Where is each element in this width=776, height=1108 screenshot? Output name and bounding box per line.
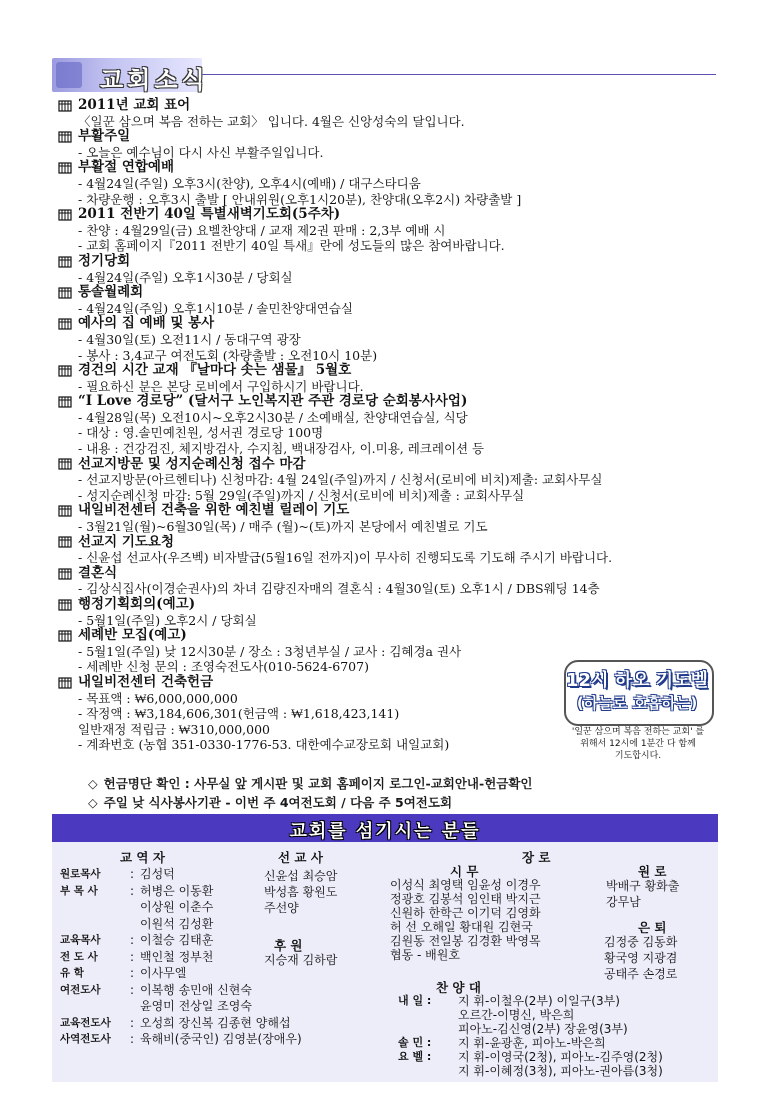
- news-item: [58, 316, 738, 363]
- minister-names: 육해비(중국인) 김영분(장애우): [140, 1032, 302, 1046]
- minister-role: 교육목사: [60, 934, 101, 946]
- supporters-list: [264, 952, 337, 968]
- news-title-text: 예사의 집 예배 및 봉사: [78, 315, 215, 332]
- minister-names: 이철승 김태훈: [140, 933, 214, 947]
- news-line: - 5월1일(주일) 낮 12시30분 / 장소 : 3청년부실 / 교사 : 김혜경a 권사: [78, 643, 462, 659]
- book-bullet-icon: [58, 677, 72, 689]
- news-item-title: [58, 254, 738, 270]
- role-colon: [130, 899, 140, 916]
- notice-text: 헌금명단 확인 : 사무실 앞 게시판 및 교회 홈페이지 로그인-교회안내-헌금확인: [103, 776, 533, 791]
- news-item-title: [58, 597, 738, 613]
- minister-role: [60, 916, 130, 933]
- retired-header: 은 퇴: [638, 920, 667, 935]
- choir-label: 내 일 :: [398, 994, 432, 1007]
- retired-row: 황국영 지광겸: [604, 951, 678, 965]
- minister-row: [60, 916, 302, 933]
- choir-text: 지 휘-이영국(2청), 피아노-김주영(2청): [458, 1050, 663, 1064]
- choir-header: 찬 양 대: [436, 980, 481, 995]
- news-item-title: [58, 129, 738, 145]
- book-bullet-icon: [58, 209, 72, 221]
- choir-row: [398, 994, 663, 1008]
- prayer-bell-note-line: 위해서 12시에 1분간 다 함께: [580, 739, 696, 749]
- news-item-title: [58, 316, 738, 332]
- news-item-title: [58, 160, 738, 176]
- news-line: - 필요하신 분은 본당 로비에서 구입하시기 바랍니다.: [78, 378, 364, 394]
- book-bullet-icon: [58, 599, 72, 611]
- news-title-text: 결혼식: [78, 564, 118, 581]
- diamond-icon: ◇: [88, 795, 98, 810]
- choir-label: 솔 민 :: [398, 1036, 432, 1049]
- news-title-text: 2011년 교회 표어: [78, 97, 191, 113]
- news-line: - 4월30일(토) 오전11시 / 동대구역 광장: [78, 331, 301, 347]
- book-bullet-icon: [58, 630, 72, 642]
- prayer-bell-title: 12시 하오 기도벨: [566, 670, 708, 691]
- choir-text: 피아노-김신영(2부) 장윤영(3부): [458, 1022, 628, 1036]
- choir-text: 지 휘-윤광훈, 피아노-박은희: [458, 1036, 606, 1050]
- emeritus-row: 강무남: [606, 895, 641, 909]
- book-bullet-icon: [58, 318, 72, 330]
- news-line: - 오늘은 예수님이 다시 사신 부활주일입니다.: [78, 144, 324, 160]
- elders-header: 장 로: [522, 850, 551, 865]
- news-line: - 4월24일(주일) 오후1시10분 / 솔민찬양대연습실: [78, 300, 353, 316]
- minister-names: 이상원 이춘수: [140, 900, 214, 914]
- choir-list: [398, 994, 663, 1078]
- news-line: - 3월21일(월)~6월30일(목) / 매주 (월)~(토)까지 본당에서 예친별로 기도: [78, 519, 488, 535]
- retired-row: 김정중 김동화: [604, 935, 678, 949]
- missionaries-list: [264, 868, 337, 916]
- acting-elder-row: 신원하 한학근 이기덕 김영화: [390, 906, 541, 920]
- news-line: - 선교지방문(아르헨티나) 신청마감: 4월 24일(주일)까지 / 신청서(로비에 비치)제출: 교회사무실: [78, 472, 603, 488]
- book-bullet-icon: [58, 396, 72, 408]
- role-colon: :: [130, 1015, 135, 1030]
- role-colon: :: [130, 949, 135, 964]
- news-line: - 세례반 신청 문의 : 조영숙전도사(010-5624-6707): [78, 659, 369, 675]
- role-colon: :: [130, 982, 135, 997]
- book-bullet-icon: [58, 100, 72, 112]
- news-item: [58, 457, 738, 504]
- missionaries-header: 선 교 사: [278, 850, 323, 865]
- minister-role: 유 학: [60, 967, 84, 979]
- news-item: [58, 285, 738, 316]
- news-item: [58, 254, 738, 285]
- emeritus-row: 박배구 황화출: [606, 879, 680, 893]
- news-item-title: [58, 628, 738, 644]
- minister-role: 전 도 사: [60, 950, 98, 963]
- news-line: - 찬양 : 4월29일(금) 요벨찬양대 / 교재 제2권 판매 : 2,3부 예배 시: [78, 222, 446, 238]
- choir-label: [398, 1064, 458, 1078]
- news-title-text: 정기당회: [78, 252, 131, 269]
- news-title-text: 2011 전반기 40일 특별새벽기도회(5주차): [78, 206, 341, 223]
- prayer-bell-note-line: '일꾼 삼으며 복음 전하는 교회' 를: [571, 727, 705, 737]
- notice-list: [88, 774, 533, 812]
- acting-elder-row: 협동 - 배원호: [390, 948, 460, 962]
- staff-panel: [52, 814, 718, 1082]
- logo-square-icon: [56, 62, 82, 88]
- choir-text: 지 휘-이철우(2부) 이일구(3부): [458, 994, 620, 1008]
- news-line: 일반재정 적립금 : ₩310,000,000: [78, 721, 270, 737]
- minister-names: 이복행 송민애 신현숙: [140, 982, 252, 997]
- retired-list: [604, 934, 677, 982]
- news-line: - 신윤섭 선교사(우즈벡) 비자발급(5월16일 전까지)이 무사히 진행되도록 기도해 주시기 바랍니다.: [78, 550, 613, 566]
- news-title-text: “I Love 경로당” (달서구 노인복지관 주관 경로당 순회봉사사업): [78, 393, 468, 410]
- minister-names: 백인철 정부천: [140, 949, 214, 964]
- news-item-title: [58, 535, 738, 551]
- news-title-text: 경건의 시간 교재 『날마다 솟는 샘물』 5월호: [78, 362, 352, 379]
- news-item: [58, 363, 738, 394]
- news-item: [58, 207, 738, 254]
- role-colon: :: [130, 867, 135, 881]
- missionary-row: 박성흠 황원도: [264, 885, 338, 899]
- minister-role: 사역전도사: [60, 1033, 111, 1045]
- prayer-bell-subtitle: (하늘로 호흡하는): [576, 694, 698, 712]
- news-title-text: 부활절 연합예배: [78, 159, 174, 176]
- news-title-text: 내일비전센터 건축을 위한 예친별 릴레이 기도: [78, 502, 350, 519]
- minister-names: 허병은 이동환: [140, 883, 214, 898]
- prayer-bell-box: [562, 660, 714, 768]
- prayer-bell-note-line: 기도합시다.: [614, 751, 662, 761]
- choir-label: 요 벨 :: [398, 1050, 432, 1063]
- minister-role: 교육전도사: [60, 1016, 111, 1029]
- acting-elder-row: 정광호 김봉석 임인태 박지근: [390, 892, 541, 906]
- minister-row: [60, 998, 302, 1015]
- book-bullet-icon: [58, 162, 72, 174]
- news-title-text: 통솔월례회: [78, 284, 144, 301]
- role-colon: :: [130, 966, 135, 980]
- news-title-text: 세례반 모집(예고): [78, 627, 187, 644]
- news-item: [58, 160, 738, 207]
- news-line: - 4월24일(주일) 오후3시(찬양), 오후4시(예배) / 대구스타디움: [78, 175, 421, 191]
- choir-row: [398, 1064, 663, 1078]
- retired-row: 공태주 손경로: [604, 967, 678, 981]
- news-item-title: [58, 457, 738, 473]
- news-item-title: [58, 98, 738, 114]
- role-colon: :: [130, 1032, 135, 1046]
- book-bullet-icon: [58, 505, 72, 517]
- news-title-text: 선교지 기도요청: [78, 533, 174, 550]
- acting-elder-row: 허 선 오해일 황대원 김현국: [390, 920, 533, 934]
- book-bullet-icon: [58, 458, 72, 470]
- book-bullet-icon: [58, 568, 72, 580]
- diamond-icon: ◇: [88, 776, 98, 791]
- choir-label: [398, 1022, 458, 1036]
- role-colon: [130, 916, 140, 933]
- choir-label: [398, 1008, 458, 1022]
- news-title-text: 선교지방문 및 성지순례신청 접수 마감: [78, 455, 306, 472]
- missionary-row: 주선양: [264, 901, 299, 915]
- choir-row: [398, 1050, 663, 1064]
- choir-row: [398, 1008, 663, 1022]
- news-item: [58, 98, 738, 129]
- news-line: - 차량운행 : 오후3시 출발 [ 안내위원(오후1시20분), 찬양대(오후2시) 차량출발 ]: [78, 191, 522, 207]
- notice-item: [88, 793, 533, 812]
- minister-row: [60, 1031, 302, 1048]
- minister-names: 오성희 장신복 김종현 양해섭: [140, 1015, 291, 1030]
- minister-names: 이원석 김성환: [140, 916, 214, 931]
- notice-text: 주일 낮 식사봉사기관 - 이번 주 4여전도회 / 다음 주 5여전도회: [103, 795, 453, 810]
- section-header: [52, 58, 716, 94]
- minister-names: 김성덕: [140, 867, 175, 881]
- news-item: [58, 566, 738, 597]
- minister-names: 윤영미 전상일 조영숙: [140, 999, 252, 1013]
- role-colon: :: [130, 883, 135, 898]
- news-line: - 4월28일(목) 오전10시~오후2시30분 / 소예배실, 찬양대연습실, 식당: [78, 409, 468, 425]
- acting-elders-header: 시 무: [450, 864, 479, 879]
- choir-row: [398, 1022, 663, 1036]
- header-rule: [202, 74, 716, 75]
- supporter-row: 지승재 김하람: [264, 953, 338, 967]
- minister-role: [60, 998, 130, 1015]
- minister-role: 여전도사: [60, 983, 101, 996]
- news-list: [58, 98, 738, 753]
- missionary-row: 신윤섭 최승암: [264, 869, 338, 883]
- news-line: - 성지순례신청 마감: 5월 29일(주일)까지 / 신청서(로비에 비치)제출 : 교회사무실: [78, 487, 525, 503]
- news-item-title: [58, 207, 738, 223]
- minister-role: 부 목 사: [60, 884, 98, 897]
- staff-title-bar: [52, 814, 718, 842]
- minister-role: 원로목사: [60, 868, 101, 880]
- staff-title: 교회를 섬기시는 분들: [289, 821, 481, 842]
- news-title-text: 내일비전센터 건축헌금: [78, 673, 214, 690]
- ministers-header: 교 역 자: [120, 850, 165, 865]
- book-bullet-icon: [58, 256, 72, 268]
- news-line: - 대상 : 영.솔민예친원, 성서권 경로당 100명: [78, 425, 324, 441]
- news-item-title: [58, 503, 738, 519]
- emeritus-list: [606, 878, 679, 910]
- news-line: - 목표액 : ₩6,000,000,000: [78, 690, 238, 706]
- news-item: [58, 597, 738, 628]
- book-bullet-icon: [58, 287, 72, 299]
- news-item: [58, 503, 738, 534]
- choir-row: [398, 1036, 663, 1050]
- news-title-text: 부활주일: [78, 128, 131, 145]
- minister-row: [60, 932, 302, 949]
- choir-text: 지 휘-이혜정(3청), 피아노-권아름(3청): [458, 1064, 663, 1078]
- news-line: - 봉사 : 3,4교구 여전도회 (차량출발 : 오전10시 10분): [78, 347, 378, 363]
- emeritus-header: 원 로: [638, 864, 667, 879]
- news-line: - 작정액 : ₩3,184,606,301(헌금액 : ₩1,618,423,141): [78, 706, 400, 722]
- news-line: 〈일꾼 삼으며 복음 전하는 교회〉 입니다. 4월은 신앙성숙의 달입니다.: [78, 113, 465, 129]
- news-title-text: 행정기획회의(예고): [78, 596, 196, 612]
- minister-row: [60, 1015, 302, 1032]
- minister-role: [60, 899, 130, 916]
- role-colon: :: [130, 933, 135, 947]
- choir-text: 오르간-이명신, 박은희: [458, 1008, 575, 1022]
- section-title: 교회소식: [100, 66, 209, 94]
- minister-row: [60, 982, 302, 999]
- news-line: - 5월1일(주일) 오후2시 / 당회실: [78, 612, 257, 628]
- news-item: [58, 394, 738, 456]
- prayer-bell-note: [562, 726, 714, 762]
- book-bullet-icon: [58, 365, 72, 377]
- news-item-title: [58, 363, 738, 379]
- role-colon: [130, 998, 140, 1015]
- notice-item: [88, 774, 533, 793]
- news-line: - 내용 : 건강검진, 체지방검사, 수지침, 백내장검사, 이.미용, 레크레이션 등: [78, 441, 485, 457]
- acting-elder-row: 김원동 전일봉 김경환 박영목: [390, 934, 541, 948]
- book-bullet-icon: [58, 131, 72, 143]
- acting-elder-row: 이성식 최영택 임윤성 이경우: [390, 878, 541, 892]
- minister-names: 이사무엘: [140, 966, 187, 980]
- news-line: - 김상식집사(이경순권사)의 차녀 김량진자매의 결혼식 : 4월30일(토) 오후1시 / DBS웨딩 14층: [78, 581, 600, 597]
- news-line: - 교회 홈페이지『2011 전반기 40일 특새』란에 성도들의 많은 참여바랍니다.: [78, 238, 505, 254]
- book-bullet-icon: [58, 536, 72, 548]
- news-item-title: [58, 566, 738, 582]
- news-item: [58, 535, 738, 566]
- acting-elders-list: [390, 878, 541, 962]
- news-item: [58, 129, 738, 160]
- supporters-header: 후 원: [274, 938, 303, 953]
- news-item-title: [58, 285, 738, 301]
- news-line: - 계좌번호 (농협 351-0330-1776-53. 대한예수교장로회 내일교회): [78, 737, 450, 753]
- news-line: - 4월24일(주일) 오후1시30분 / 당회실: [78, 269, 293, 285]
- news-item-title: [58, 394, 738, 410]
